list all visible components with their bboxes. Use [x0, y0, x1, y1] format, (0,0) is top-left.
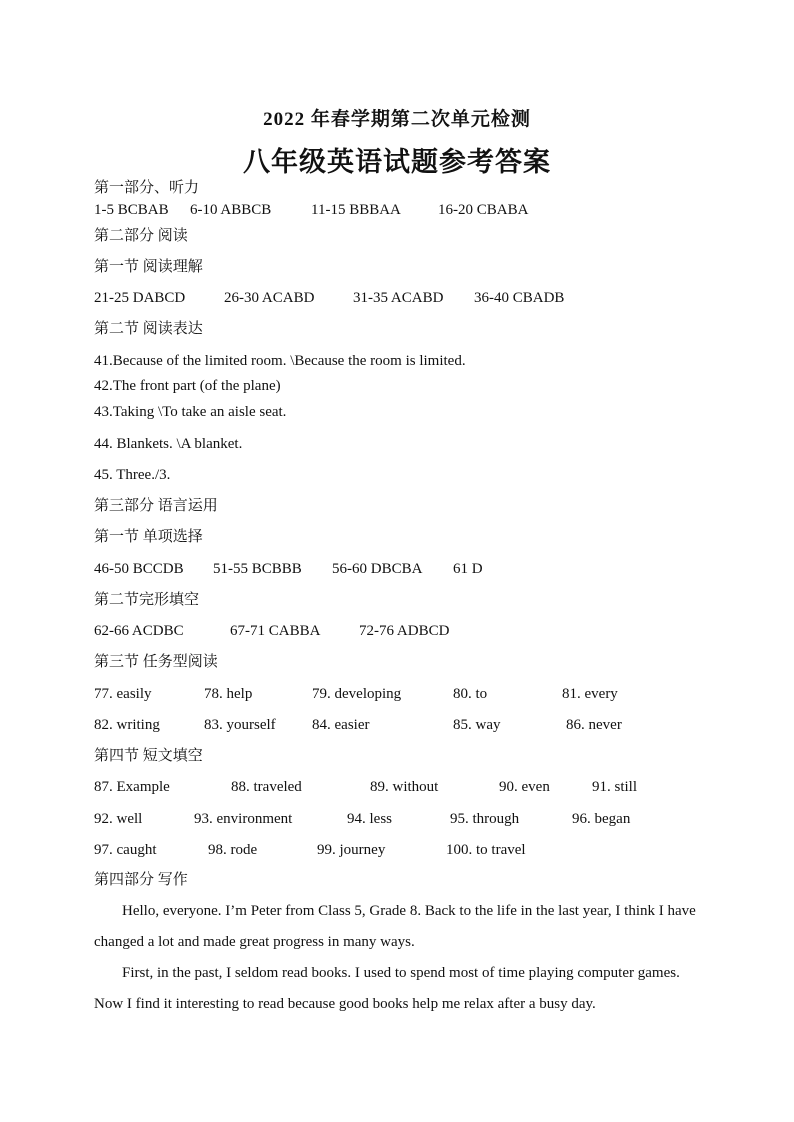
answer-group: 62-66 ACDBC: [94, 623, 184, 639]
answer-group: 61 D: [453, 561, 483, 577]
part2-sec2-heading: 第二节 阅读表达: [94, 321, 203, 337]
essay-paragraph-2: First, in the past, I seldom read books. I used to spend most of time playing computer games. Now I find it interesting to read because good books help me relax after a busy day.: [94, 965, 680, 1012]
answer-item: 100. to travel: [446, 842, 526, 858]
answer-group: 16-20 CBABA: [438, 202, 529, 218]
answer-item: 91. still: [592, 779, 638, 795]
part3-sec4-row2: [94, 810, 734, 828]
essay-paragraph-1: Hello, everyone. I’m Peter from Class 5, Grade 8. Back to the life in the last year, I think I have changed a lot and made great progress in many ways.: [94, 903, 696, 950]
answer-item: 78. help: [204, 686, 253, 702]
answer-item: 90. even: [499, 779, 550, 795]
part2-sec1-heading: 第一节 阅读理解: [94, 259, 203, 275]
answer-item: 88. traveled: [231, 779, 302, 795]
answer-41: 41.Because of the limited room. \Because the room is limited.: [94, 353, 466, 369]
answer-item: 94. less: [347, 811, 392, 827]
answer-item: 99. journey: [317, 842, 386, 858]
answer-group: 21-25 DABCD: [94, 290, 186, 306]
answer-group: 6-10 ABBCB: [190, 202, 272, 218]
answer-item: 80. to: [453, 686, 488, 702]
answer-group: 36-40 CBADB: [474, 290, 565, 306]
answer-45: 45. Three./3.: [94, 467, 171, 483]
answer-item: 79. developing: [312, 686, 402, 702]
answer-item: 84. easier: [312, 717, 370, 733]
answer-item: 86. never: [566, 717, 622, 733]
answer-item: 98. rode: [208, 842, 258, 858]
answer-item: 95. through: [450, 811, 520, 827]
answer-item: 89. without: [370, 779, 439, 795]
answer-44: 44. Blankets. \A blanket.: [94, 436, 243, 452]
part3-sec3-row1: [94, 685, 734, 703]
part3-sec2-heading: 第二节完形填空: [94, 592, 200, 608]
answer-item: 85. way: [453, 717, 501, 733]
answer-43: 43.Taking \To take an aisle seat.: [94, 404, 287, 420]
answer-item: 77. easily: [94, 686, 152, 702]
answer-group: 51-55 BCBBB: [213, 561, 302, 577]
part3-sec1-heading: 第一节 单项选择: [94, 529, 203, 545]
part1-answers: [94, 201, 734, 219]
part3-sec3-heading: 第三节 任务型阅读: [94, 654, 218, 670]
answer-group: 31-35 ACABD: [353, 290, 444, 306]
answer-key-title: 八年级英语试题参考答案: [243, 147, 551, 177]
part2-sec1-answers: [94, 289, 734, 307]
answer-item: 97. caught: [94, 842, 157, 858]
answer-item: 82. writing: [94, 717, 160, 733]
answer-group: 56-60 DBCBA: [332, 561, 423, 577]
answer-group: 46-50 BCCDB: [94, 561, 184, 577]
part3-sec2-answers: [94, 622, 734, 640]
answer-item: 96. began: [572, 811, 631, 827]
part3-sec1-answers: [94, 560, 734, 578]
answer-item: 83. yourself: [204, 717, 276, 733]
part2-heading: 第二部分 阅读: [94, 228, 188, 244]
answer-group: 26-30 ACABD: [224, 290, 315, 306]
answer-group: 67-71 CABBA: [230, 623, 321, 639]
part3-heading: 第三部分 语言运用: [94, 498, 218, 514]
exam-title: 2022 年春学期第二次单元检测: [263, 109, 531, 130]
answer-item: 87. Example: [94, 779, 170, 795]
answer-group: 11-15 BBBAA: [311, 202, 401, 218]
answer-group: 72-76 ADBCD: [359, 623, 450, 639]
answer-item: 93. environment: [194, 811, 293, 827]
part1-heading: 第一部分、听力: [94, 180, 200, 196]
answer-item: 81. every: [562, 686, 618, 702]
answer-42: 42.The front part (of the plane): [94, 378, 281, 394]
part3-sec4-heading: 第四节 短文填空: [94, 748, 203, 764]
part3-sec3-row2: [94, 716, 734, 734]
part4-heading: 第四部分 写作: [94, 872, 188, 888]
part3-sec4-row1: [94, 778, 734, 796]
answer-group: 1-5 BCBAB: [94, 202, 169, 218]
answer-item: 92. well: [94, 811, 143, 827]
part3-sec4-row3: [94, 841, 734, 859]
